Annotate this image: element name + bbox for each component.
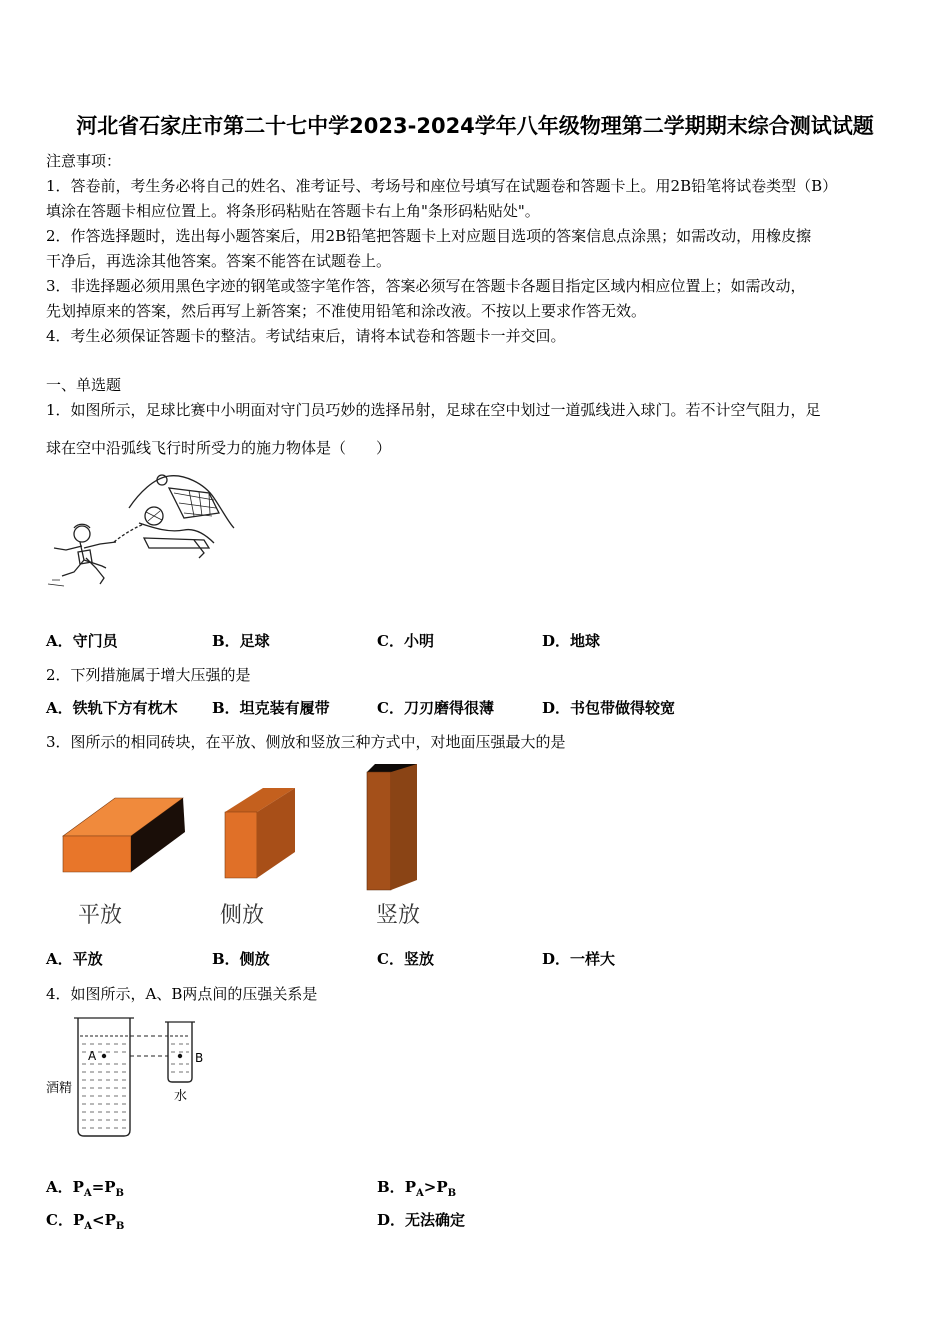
option-prefix: A． xyxy=(46,1178,73,1196)
notice-line: 3．非选择题必须用黑色字迹的钢笔或签字笔作答，答案必须写在答题卡各题目指定区域内相应位置上；如需改动， xyxy=(46,277,806,295)
notice-heading: 注意事项： xyxy=(46,152,122,170)
brick-label-standing: 竖放 xyxy=(376,903,421,928)
alcohol-label: 酒精 xyxy=(46,1081,73,1096)
subscript: A xyxy=(415,1188,424,1199)
subscript: B xyxy=(115,1188,124,1199)
q4-option-a xyxy=(46,1176,124,1199)
pressure-symbol: P xyxy=(436,1178,448,1196)
water-label: 水 xyxy=(174,1089,188,1104)
relation-operator: > xyxy=(423,1178,437,1196)
subscript: B xyxy=(447,1188,457,1199)
q4-option-c xyxy=(46,1209,124,1232)
subscript: B xyxy=(115,1221,125,1232)
brick-label-flat: 平放 xyxy=(78,903,123,928)
notice-line: 1．答卷前，考生务必将自己的姓名、准考证号、考场号和座位号填写在试题卷和答题卡上。用2B铅笔将试卷类型（B） xyxy=(46,177,838,195)
notice-line: 填涂在答题卡相应位置上。将条形码粘贴在答题卡右上角"条形码粘贴处"。 xyxy=(46,202,540,220)
q4-option-d: D．无法确定 xyxy=(377,1211,466,1229)
notice-line: 先划掉原来的答案，然后再写上新答案；不准使用铅笔和涂改液。不按以上要求作答无效。 xyxy=(46,302,647,320)
subscript: A xyxy=(83,1188,92,1199)
pressure-symbol: P xyxy=(404,1178,416,1196)
point-b-label: B xyxy=(195,1051,204,1065)
q2-option-c: C．刀刃磨得很薄 xyxy=(377,699,494,717)
beakers-figure xyxy=(44,1012,214,1142)
brick-label-side: 侧放 xyxy=(220,903,265,928)
question-2-stem: 2．下列措施属于增大压强的是 xyxy=(46,666,251,684)
pressure-symbol: P xyxy=(72,1178,84,1196)
q1-option-b: B．足球 xyxy=(212,632,270,650)
section-heading: 一、单选题 xyxy=(46,376,122,394)
q2-option-b: B．坦克装有履带 xyxy=(212,699,330,717)
q2-option-a: A．铁轨下方有枕木 xyxy=(46,699,178,717)
option-prefix: B． xyxy=(377,1178,405,1196)
q1-option-d: D．地球 xyxy=(542,632,601,650)
q1-option-c: C．小明 xyxy=(377,632,434,650)
notice-line: 4．考生必须保证答题卡的整洁。考试结束后，请将本试卷和答题卡一并交回。 xyxy=(46,327,566,345)
question-3-stem: 3．图所示的相同砖块，在平放、侧放和竖放三种方式中，对地面压强最大的是 xyxy=(46,733,566,751)
q3-option-c: C．竖放 xyxy=(377,950,434,968)
notice-line: 2．作答选择题时，选出每小题答案后，用2B铅笔把答题卡上对应题目选项的答案信息点涂黑；如需改动，用橡皮擦 xyxy=(46,227,812,245)
q4-option-b xyxy=(377,1176,456,1199)
option-prefix: C． xyxy=(46,1211,73,1229)
page-title: 河北省石家庄市第二十七中学2023-2024学年八年级物理第二学期期末综合测试试题 xyxy=(76,114,874,138)
q1-option-a: A．守门员 xyxy=(46,632,118,650)
q3-option-a: A．平放 xyxy=(46,950,103,968)
q3-option-b: B．侧放 xyxy=(212,950,270,968)
question-1-stem-cont: 球在空中沿弧线飞行时所受力的施力物体是（ ） xyxy=(46,439,392,457)
point-a-label: A xyxy=(88,1049,97,1063)
pressure-symbol: P xyxy=(72,1211,85,1229)
pressure-symbol: P xyxy=(104,1211,116,1229)
pressure-symbol: P xyxy=(104,1178,116,1196)
relation-operator: = xyxy=(91,1178,105,1196)
relation-operator: < xyxy=(92,1211,105,1229)
soccer-lob-figure xyxy=(44,468,244,598)
notice-line: 干净后，再选涂其他答案。答案不能答在试题卷上。 xyxy=(46,252,392,270)
q3-option-d: D．一样大 xyxy=(542,950,616,968)
question-4-stem: 4．如图所示，A、B两点间的压强关系是 xyxy=(46,985,318,1003)
question-1-stem: 1．如图所示，足球比赛中小明面对守门员巧妙的选择吊射，足球在空中划过一道弧线进入球门。若不计空气阻力，足 xyxy=(46,401,821,419)
bricks-figure xyxy=(55,760,435,900)
subscript: A xyxy=(84,1221,92,1232)
q2-option-d: D．书包带做得较宽 xyxy=(542,699,676,717)
